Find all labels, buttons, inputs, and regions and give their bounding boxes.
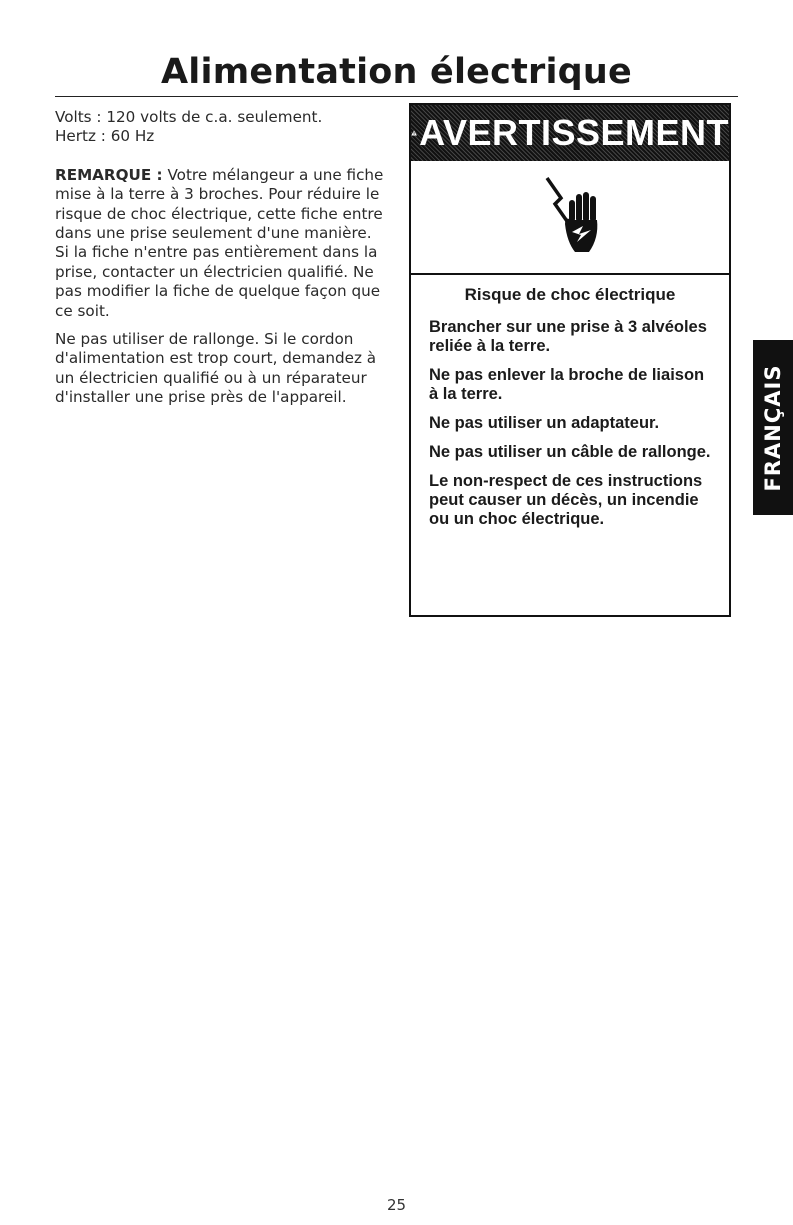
warning-triangle-icon <box>411 118 417 148</box>
page-title: Alimentation électrique <box>161 52 632 92</box>
warning-body <box>411 275 729 529</box>
extension-cord-note: Ne pas utiliser de rallonge. Si le cordon d'alimentation est trop court, demandez à un électricien qualifié ou à un réparateur d'installer une prise près de l'appareil. <box>55 330 377 407</box>
language-tab-label: FRANÇAIS <box>761 364 785 491</box>
electrical-shock-hand-icon <box>525 172 615 262</box>
grounding-note <box>55 166 390 321</box>
page-number: 25 <box>386 1196 407 1214</box>
note-text: Votre mélangeur a une fiche mise à la terre à 3 broches. Pour réduire le risque de choc électrique, cette fiche entre dans une prise seulement d'une manière. Si la fiche n'entre pas entièrement dans la prise, contacter un électricien qualifié. Ne pas modifier la fiche de quelque façon que ce soit. <box>55 165 384 320</box>
volts-spec: Volts : 120 volts de c.a. seulement. <box>55 108 323 126</box>
hertz-spec: Hertz : 60 Hz <box>55 127 155 146</box>
electrical-specs <box>55 108 390 147</box>
warning-box <box>409 103 731 617</box>
power-requirements-text <box>55 108 390 408</box>
warning-instruction: Ne pas enlever la broche de liaison à la terre. <box>429 366 705 403</box>
warning-header <box>411 105 729 161</box>
title-divider <box>55 96 738 97</box>
hazard-title: Risque de choc électrique <box>464 285 676 304</box>
language-tab <box>753 340 793 515</box>
warning-instruction: Ne pas utiliser un adaptateur. <box>429 414 660 432</box>
shock-icon-area <box>411 161 729 275</box>
warning-instruction: Brancher sur une prise à 3 alvéoles reliée à la terre. <box>429 318 707 355</box>
warning-instruction: Ne pas utiliser un câble de rallonge. <box>429 443 711 461</box>
warning-title: AVERTISSEMENT <box>419 112 729 153</box>
warning-instruction: Le non-respect de ces instructions peut causer un décès, un incendie ou un choc électrique. <box>429 472 703 528</box>
note-label: REMARQUE : <box>55 165 163 184</box>
